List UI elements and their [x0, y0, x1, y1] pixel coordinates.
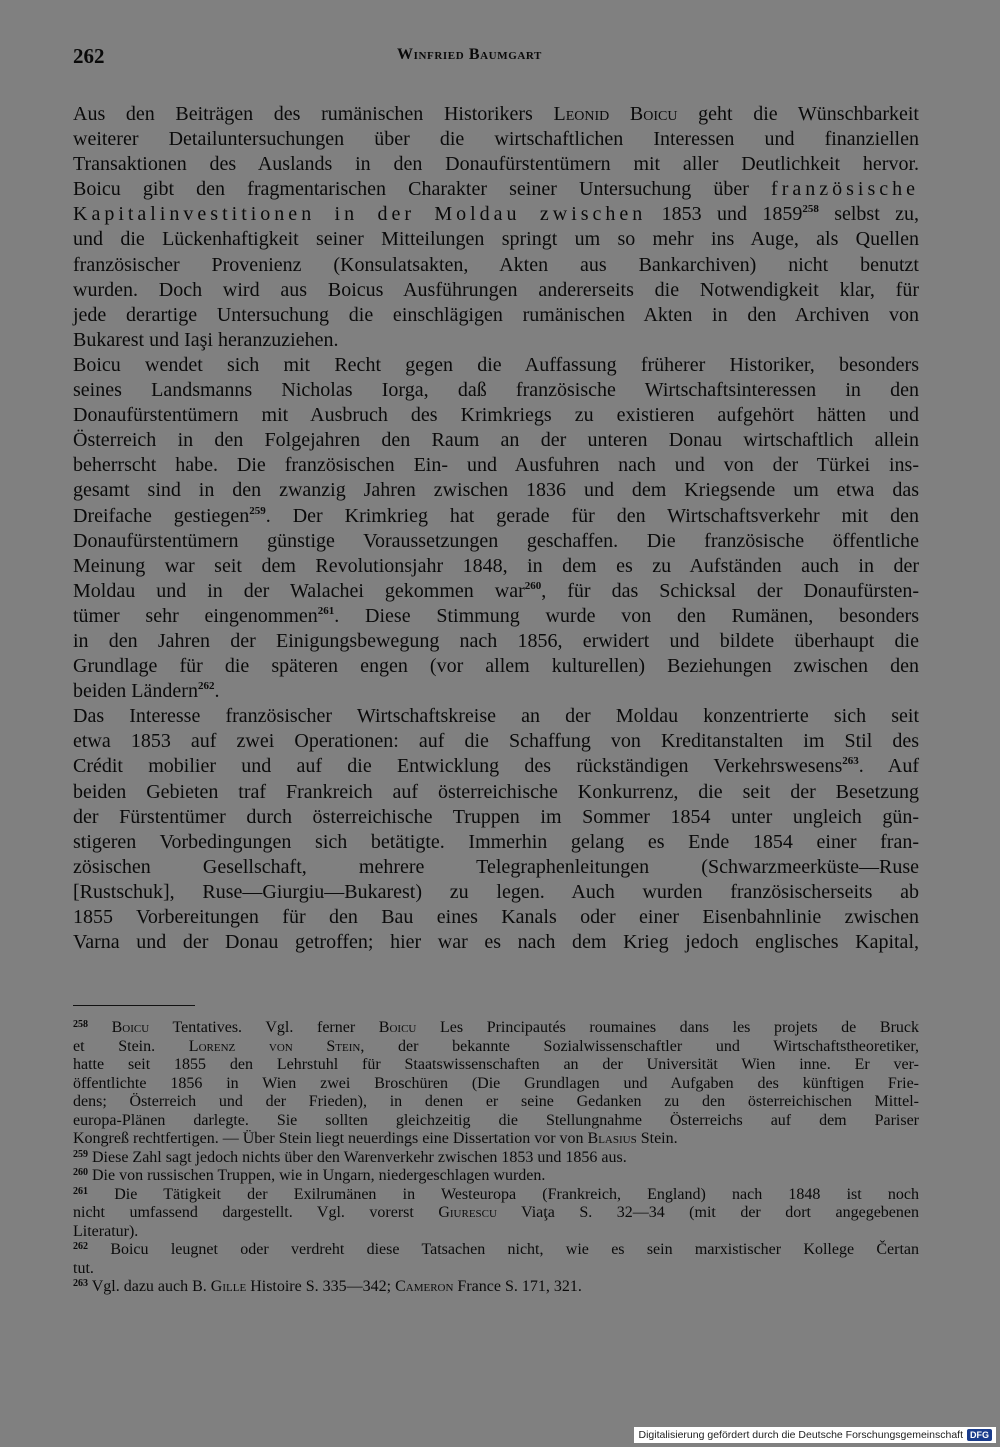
text-line: Boicu wendet sich mit Recht gegen die Auffassung früherer Historiker, besonders: [73, 353, 919, 376]
text-line: beiden Ländern$^{262}$.: [73, 680, 220, 703]
footnote-number: 262: [73, 1241, 88, 1252]
footnote-line: nicht umfassend dargestellt. Vgl. vorerst Giurescu Viaţa S. 32—34 (mit der dort angegebenen: [73, 1204, 919, 1221]
footnotes: [73, 1019, 919, 1297]
footnote-line: $^{263}$ Vgl. dazu auch B. Gille Histoire S. 335—342; Cameron France S. 171, 321.: [73, 1278, 582, 1295]
text-line: Transaktionen des Auslands in den Donaufürstentümern mit aller Deutlichkeit hervor.: [73, 153, 919, 176]
text-line: zösischen Gesellschaft, mehrere Telegraphenleitungen (Schwarzmeerküste—Ruse: [73, 855, 919, 878]
footnote-line: $^{258}$ Boicu Tentatives. Vgl. ferner Boicu Les Principautés roumaines dans les projets de Bruck: [73, 1019, 919, 1036]
body-text: [73, 102, 919, 955]
text-line: in den Jahren der Einigungsbewegung nach 1856, erwidert und bildete überhaupt die: [73, 629, 919, 652]
text-line: Österreich in den Folgejahren den Raum an der unteren Donau wirtschaftlich allein: [73, 429, 919, 452]
footnote-258: [73, 1019, 919, 1149]
footnote-reference[interactable]: 263: [842, 755, 859, 768]
footnote-reference[interactable]: 258: [802, 203, 819, 216]
spaced-emphasis: Kapitalinvestitionen in der Moldau zwischen: [73, 203, 647, 226]
text-line: Kapitalinvestitionen in der Moldau zwischen 1853 und 1859$^{258}$ selbst zu,: [73, 203, 919, 226]
footnote-line: $^{260}$ Die von russischen Truppen, wie in Ungarn, niedergeschlagen wurden.: [73, 1167, 546, 1184]
footnote-263: [73, 1278, 919, 1297]
footnote-line: Kongreß rechtfertigen. — Über Stein liegt neuerdings eine Dissertation vor von Blasius Stein.: [73, 1130, 678, 1147]
footnote-number: 263: [73, 1278, 88, 1289]
text-line: und die Lückenhaftigkeit seiner Mitteilungen springt um so mehr ins Auge, als Quellen: [73, 228, 919, 251]
footnote-line: $^{261}$ Die Tätigkeit der Exilrumänen in Westeuropa (Frankreich, England) nach 1848 ist noch: [73, 1185, 920, 1203]
text-line: französischer Provenienz (Konsulatsakten, Akten aus Bankarchiven) nicht benutzt: [73, 253, 919, 276]
footnote-261: [73, 1186, 919, 1242]
author-name: Gille: [210, 1278, 247, 1295]
footnote-number: 258: [73, 1019, 88, 1030]
text-line: seines Landsmanns Nicholas Iorga, daß französische Wirtschaftsinteressen in den: [73, 379, 919, 402]
footnote-reference[interactable]: 260: [524, 579, 542, 592]
footnote-number: 261: [73, 1185, 88, 1197]
text-line: gesamt sind in den zwanzig Jahren zwischen 1836 und dem Kriegsende um etwa das: [73, 479, 919, 502]
text-line: etwa 1853 auf zwei Operationen: auf die Schaffung von Kreditanstalten im Stil des: [73, 730, 919, 753]
author-name: Giurescu: [438, 1204, 497, 1221]
text-line: Meinung war seit dem Revolutionsjahr 1848, in dem es zu Aufständen auch in der: [73, 554, 919, 577]
footnote-260: [73, 1167, 919, 1186]
spaced-emphasis: französische: [771, 178, 919, 201]
text-line: Donaufürstentümern günstige Voraussetzungen geschaffen. Die französische öffentliche: [73, 529, 919, 552]
footnote-line: et Stein. Lorenz von Stein, der bekannte Sozialwissenschaftler und Wirtschaftstheoretiker,: [73, 1037, 920, 1055]
text-line: Varna und der Donau getroffen; hier war es nach dem Krieg jedoch englisches Kapital,: [73, 931, 919, 954]
text-line: Boicu gibt den fragmentarischen Charakter seiner Untersuchung über französische: [73, 178, 919, 201]
author-name: Boicu: [111, 1019, 150, 1036]
paragraph: [73, 102, 919, 353]
footnote-reference[interactable]: 261: [317, 604, 335, 617]
footnote-reference[interactable]: 262: [197, 680, 215, 693]
text-line: jede derartige Untersuchung die einschlägigen rumänischen Akten in den Archiven von: [73, 303, 919, 326]
text-line: Das Interesse französischer Wirtschaftskreise an der Moldau konzentrierte sich seit: [73, 705, 919, 728]
author-name: Leonid Boicu: [553, 103, 678, 125]
text-line: Donaufürstentümern mit Ausbruch des Krimkriegs zu existieren aufgehört hätten und: [73, 404, 919, 427]
text-line: stigeren Vorbedingungen sich betätigte. Immerhin gelang es Ende 1854 einer fran-: [73, 830, 919, 853]
text-line: wurden. Doch wird aus Boicus Ausführungen andererseits die Notwendigkeit klar, für: [73, 278, 919, 301]
author-name: Blasius: [587, 1130, 637, 1147]
text-line: Aus den Beiträgen des rumänischen Historikers Leonid Boicu geht die Wünschbarkeit: [73, 103, 919, 125]
footnote-line: tut.: [73, 1259, 94, 1277]
text-line: Dreifache gestiegen$^{259}$. Der Krimkrieg hat gerade für den Wirtschaftsverkehr mit den: [73, 504, 920, 527]
footnote-line: $^{259}$ Diese Zahl sagt jedoch nichts über den Warenverkehr zwischen 1853 und 1856 aus.: [73, 1148, 627, 1166]
footnote-line: europa-Plänen darlegte. Sie sollten gleichzeitig die Stellungnahme Österreichs auf dem Pariser: [73, 1111, 919, 1129]
author-name: Boicu: [378, 1019, 417, 1036]
author-name: Lorenz von Stein: [188, 1037, 361, 1055]
text-line: der Fürstentümer durch österreichische Truppen im Sommer 1854 unter ungleich gün-: [73, 805, 919, 828]
text-line: beiden Gebieten traf Frankreich auf österreichische Konkurrenz, die seit der Besetzung: [73, 780, 919, 803]
text-line: [Rustschuk], Ruse—Giurgiu—Bukarest) zu legen. Auch wurden französischerseits ab: [73, 880, 919, 903]
banner-text: Digitalisierung gefördert durch die Deutsche Forschungsgemeinschaft: [638, 1429, 963, 1441]
text-line: Bukarest und Iaşi heranzuziehen.: [73, 328, 339, 351]
footnote-line: hatte seit 1855 den Lehrstuhl für Staatswissenschaften an der Universität Wien inne. Er ver-: [73, 1056, 919, 1073]
author-name: Cameron: [395, 1278, 454, 1295]
footnote-line: $^{262}$ Boicu leugnet oder verdreht diese Tatsachen nicht, wie es sein marxistischer Kollege Čertan: [73, 1241, 920, 1258]
text-line: Grundlage für die späteren engen (vor allem kulturellen) Beziehungen zwischen den: [73, 655, 919, 678]
footnote-line: dens; Österreich und der Frieden), in denen er seine Gedanken zu den österreichischen Mittel-: [73, 1093, 919, 1110]
running-head: Winfried Baumgart: [397, 46, 542, 63]
dfg-logo: DFG: [967, 1429, 992, 1441]
paragraph: [73, 353, 919, 704]
funding-banner[interactable]: [634, 1427, 996, 1443]
footnote-262: [73, 1241, 919, 1278]
paragraph: [73, 704, 919, 955]
footnote-reference[interactable]: 259: [249, 504, 266, 517]
footnote-259: [73, 1149, 919, 1168]
text-line: Moldau und in der Walachei gekommen war$^{260}$, für das Schicksal der Donaufürsten-: [73, 579, 920, 602]
footnote-line: öffentlichte 1856 in Wien zwei Broschüren (Die Grundlagen und Aufgaben des künftigen Frie-: [73, 1074, 919, 1092]
footnote-number: 260: [73, 1167, 88, 1178]
page-number: 262: [73, 44, 105, 68]
text-line: beherrscht habe. Die französischen Ein- und Ausfuhren nach und von der Türkei ins-: [73, 454, 919, 477]
text-line: Crédit mobilier und auf die Entwicklung des rückständigen Verkehrswesens$^{263}$. Auf: [73, 755, 920, 778]
footnote-separator: [73, 1005, 195, 1006]
text-line: tümer sehr eingenommen$^{261}$. Diese Stimmung wurde von den Rumänen, besonders: [73, 604, 919, 627]
text-line: 1855 Vorbereitungen für den Bau eines Kanals oder einer Eisenbahnlinie zwischen: [73, 906, 919, 928]
text-line: weiterer Detailuntersuchungen über die wirtschaftlichen Interessen und finanziellen: [73, 128, 919, 151]
footnote-number: 259: [73, 1148, 88, 1160]
footnote-line: Literatur).: [73, 1222, 139, 1240]
